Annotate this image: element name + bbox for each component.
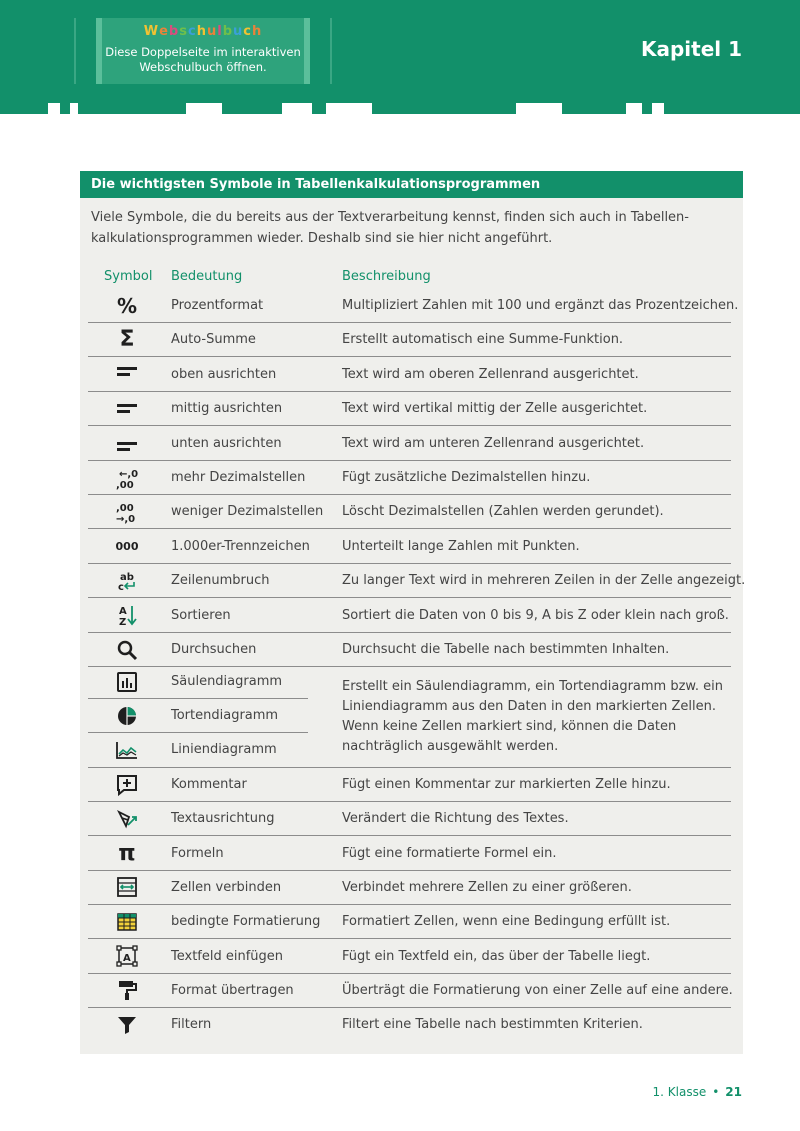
chapter-title: Kapitel 1 — [640, 37, 742, 61]
row-meaning: bedingte Formatierung — [171, 914, 321, 930]
table-row — [88, 733, 308, 767]
logo-letter: b — [168, 24, 180, 39]
decrease-decimal-icon — [104, 495, 150, 528]
page-footer — [653, 1085, 743, 1099]
chapter-header — [0, 0, 800, 103]
svg-text:c: c — [118, 581, 124, 593]
row-meaning: 1.000er-Trennzeichen — [171, 538, 310, 554]
row-description: Fügt ein Textfeld ein, das über der Tabelle liegt. — [342, 948, 651, 964]
row-description: Fügt eine formatierte Formel ein. — [342, 845, 557, 861]
align-bottom-icon — [104, 427, 150, 460]
header-description: Beschreibung — [342, 269, 431, 284]
svg-text:A: A — [119, 606, 127, 618]
row-meaning: Säulendiagramm — [171, 674, 283, 689]
table-row — [88, 665, 308, 699]
footer-bullet: • — [712, 1085, 720, 1099]
row-description: Text wird am unteren Zellenrand ausgerichtet. — [342, 435, 645, 451]
logo-letter: W — [143, 24, 160, 39]
text-direction-icon — [104, 802, 150, 835]
pie-chart-icon — [104, 699, 150, 732]
table-row — [88, 461, 731, 495]
table-row — [88, 940, 731, 974]
table-row — [88, 768, 731, 802]
table-row — [88, 564, 746, 598]
logo-letter: b — [222, 24, 233, 39]
logo-letter: l — [217, 24, 223, 39]
row-meaning: Durchsuchen — [171, 642, 257, 657]
svg-text:,00: ,00 — [116, 502, 134, 514]
textbox-icon — [104, 940, 150, 973]
link-line-2: Webschulbuch öffnen. — [139, 60, 267, 74]
row-description: Formatiert Zellen, wenn eine Bedingung erfüllt ist. — [342, 914, 671, 930]
row-description: Filtert eine Tabelle nach bestimmten Kriterien. — [342, 1017, 643, 1033]
row-description: Erstellt automatisch eine Summe-Funktion. — [342, 332, 624, 348]
chart-description: Erstellt ein Säulendiagramm, ein Tortendiagramm bzw. ein Liniendiagramm aus den Daten in den markierten Zellen. Wenn keine Zellen markiert sind, können die Daten nachträglich ausgewählt werden. — [342, 679, 723, 754]
svg-text:Z: Z — [119, 617, 127, 628]
row-meaning: oben ausrichten — [171, 366, 277, 382]
row-meaning: Tortendiagramm — [171, 708, 279, 723]
table-row — [88, 633, 731, 667]
logo-letter: h — [196, 24, 207, 39]
webschulbuch-link[interactable] — [96, 18, 310, 84]
logo-letter: c — [243, 24, 252, 39]
wrap-text-icon — [104, 564, 150, 597]
row-description: Fügt einen Kommentar zur markierten Zelle hinzu. — [342, 777, 671, 792]
header-symbol: Symbol — [104, 269, 153, 284]
intro-line: Viele Symbole, die du bereits aus der Textverarbeitung kennst, finden sich auch in Tabellen- — [91, 210, 689, 225]
table-row — [88, 599, 731, 633]
logo-letter: e — [159, 24, 169, 39]
symbols-panel — [80, 171, 746, 1054]
svg-text:→,0: →,0 — [116, 513, 136, 524]
header-divider — [74, 18, 76, 84]
format-painter-icon — [104, 974, 150, 1007]
pi-icon: π — [118, 840, 136, 866]
webschulbuch-logo — [102, 24, 304, 40]
line-chart-icon — [104, 733, 150, 766]
merge-cells-icon — [104, 871, 150, 904]
search-icon — [104, 633, 150, 666]
row-meaning: Filtern — [171, 1017, 212, 1033]
svg-text:ab: ab — [120, 571, 134, 583]
row-meaning: unten ausrichten — [171, 435, 282, 451]
sum-icon: Σ — [119, 327, 135, 353]
row-meaning: mittig ausrichten — [171, 401, 283, 417]
table-row — [88, 392, 731, 426]
table-row — [88, 358, 731, 392]
row-description: Verändert die Richtung des Textes. — [342, 811, 569, 827]
row-divider — [88, 767, 731, 768]
intro-line: kalkulationsprogrammen wieder. Deshalb sind sie hier nicht angeführt. — [91, 231, 553, 246]
row-description: Löscht Dezimalstellen (Zahlen werden gerundet). — [342, 504, 664, 520]
logo-letter: h — [251, 24, 263, 39]
table-row — [88, 530, 731, 564]
row-description: Durchsucht die Tabelle nach bestimmten Inhalten. — [342, 642, 670, 657]
svg-text:←,0: ←,0 — [119, 468, 139, 480]
table-row — [88, 495, 731, 529]
table-row — [88, 1008, 731, 1042]
align-middle-icon — [104, 392, 150, 425]
percent-icon: % — [116, 293, 138, 318]
table-row — [88, 427, 731, 461]
increase-decimal-icon — [104, 461, 150, 494]
row-description: Sortiert die Daten von 0 bis 9, A bis Z oder klein nach groß. — [342, 607, 729, 623]
row-description: Zu langer Text wird in mehreren Zeilen in der Zelle angezeigt. — [342, 573, 746, 589]
bar-chart-icon — [104, 665, 150, 698]
svg-text:A: A — [123, 953, 131, 964]
row-description: Unterteilt lange Zahlen mit Punkten. — [342, 538, 580, 554]
header-divider — [330, 18, 332, 84]
row-meaning: Formeln — [171, 845, 224, 861]
sort-icon — [104, 599, 150, 632]
align-top-icon — [104, 358, 150, 391]
row-meaning: weniger Dezimalstellen — [171, 504, 324, 520]
table-row — [88, 289, 739, 323]
table-row — [88, 871, 731, 905]
row-description: Text wird vertikal mittig der Zelle ausgerichtet. — [342, 401, 648, 417]
logo-letter: c — [187, 24, 197, 39]
row-description: Verbindet mehrere Zellen zu einer größeren. — [342, 879, 632, 895]
header-stripe — [0, 103, 800, 114]
row-meaning: Sortieren — [171, 607, 231, 623]
header-meaning: Bedeutung — [171, 269, 243, 284]
table-header — [80, 269, 743, 289]
svg-text:,00: ,00 — [116, 479, 134, 490]
panel-title: Die wichtigsten Symbole in Tabellenkalkulationsprogrammen — [80, 171, 743, 198]
row-meaning: Auto-Summe — [171, 332, 256, 348]
logo-letter: u — [206, 24, 218, 39]
row-meaning: Prozentformat — [171, 298, 264, 313]
table-row — [88, 699, 308, 733]
row-meaning: mehr Dezimalstellen — [171, 470, 306, 485]
filter-icon — [104, 1008, 150, 1041]
table-row — [88, 837, 731, 871]
logo-letter: s — [179, 24, 188, 39]
row-meaning: Zeilenumbruch — [171, 573, 270, 589]
row-meaning: Kommentar — [171, 777, 247, 792]
row-description: Text wird am oberen Zellenrand ausgerichtet. — [342, 366, 639, 382]
table-row — [88, 905, 731, 939]
row-meaning: Liniendiagramm — [171, 742, 277, 757]
row-description: Überträgt die Formatierung von einer Zelle auf eine andere. — [342, 982, 733, 998]
webschulbuch-link-text — [102, 45, 304, 75]
table-row — [88, 802, 731, 836]
panel-intro — [91, 207, 731, 249]
page-number: 21 — [725, 1085, 742, 1099]
conditional-format-icon — [104, 905, 150, 938]
link-line-1: Diese Doppelseite im interaktiven — [105, 45, 301, 59]
row-meaning: Textausrichtung — [171, 811, 275, 827]
row-meaning: Textfeld einfügen — [171, 948, 284, 964]
row-description: Multipliziert Zahlen mit 100 und ergänzt das Prozentzeichen. — [342, 298, 739, 313]
logo-letter: u — [233, 24, 244, 39]
footer-class-label: 1. Klasse — [652, 1085, 707, 1099]
row-meaning: Zellen verbinden — [171, 879, 282, 895]
table-row — [88, 974, 731, 1008]
comment-icon — [104, 768, 150, 801]
row-description: Fügt zusätzliche Dezimalstellen hinzu. — [342, 470, 591, 485]
table-row — [88, 323, 731, 357]
row-meaning: Format übertragen — [171, 982, 294, 998]
thousands-separator-icon: 000 — [115, 539, 139, 553]
